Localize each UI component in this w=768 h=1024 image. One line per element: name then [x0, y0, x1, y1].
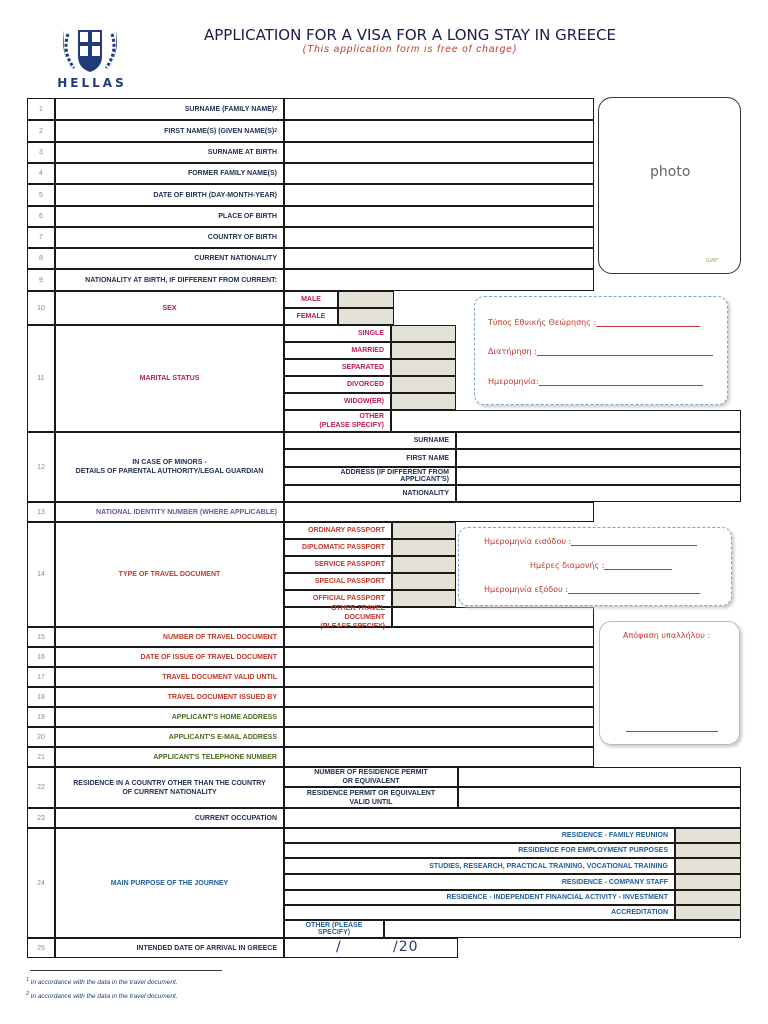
marital-status-label: MARITAL STATUS — [55, 325, 284, 432]
purpose-family-checkbox[interactable] — [675, 828, 741, 843]
row-number: 6 — [27, 206, 55, 227]
purpose-company-checkbox[interactable] — [675, 874, 741, 890]
nationality-at-birth-label: NATIONALITY AT BIRTH, IF DIFFERENT FROM CURRENT: — [55, 269, 284, 291]
residence-permit-valid-label: RESIDENCE PERMIT OR EQUIVALENT VALID UNTIL — [284, 787, 458, 808]
doc-option-diplomatic: DIPLOMATIC PASSPORT — [284, 539, 392, 556]
purpose-option-company: RESIDENCE - COMPANY STAFF — [284, 874, 675, 890]
photo-mark: GVK* — [706, 258, 719, 264]
row-number: 20 — [27, 727, 55, 747]
sex-option-female: FEMALE — [284, 308, 338, 325]
marital-other-field[interactable] — [391, 410, 741, 432]
purpose-other-field[interactable] — [384, 920, 741, 938]
purpose-option-family: RESIDENCE - FAMILY REUNION — [284, 828, 675, 843]
guardian-nationality-field[interactable] — [456, 485, 741, 502]
row-number: 25 — [27, 938, 55, 958]
purpose-studies-checkbox[interactable] — [675, 858, 741, 874]
guardian-address-label: ADDRESS (IF DIFFERENT FROM APPLICANT'S) — [284, 467, 456, 485]
doc-option-ordinary: ORDINARY PASSPORT — [284, 522, 392, 539]
doc-issue-date-label: DATE OF ISSUE OF TRAVEL DOCUMENT — [55, 647, 284, 667]
row-number: 10 — [27, 291, 55, 325]
single-checkbox[interactable] — [391, 325, 456, 342]
photo-label: photo — [650, 164, 691, 180]
row-number: 1 — [27, 98, 55, 120]
guardian-surname-field[interactable] — [456, 432, 741, 449]
logo-text: HELLAS — [57, 76, 127, 90]
marital-option-other: OTHER (PLEASE SPECIFY) — [284, 410, 391, 432]
official-passport-checkbox[interactable] — [392, 590, 456, 607]
row-number: 9 — [27, 269, 55, 291]
residence-permit-number-label: NUMBER OF RESIDENCE PERMIT OR EQUIVALENT — [284, 767, 458, 787]
national-id-label: NATIONAL IDENTITY NUMBER (WHERE APPLICABLE) — [55, 502, 284, 522]
occupation-label: CURRENT OCCUPATION — [55, 808, 284, 828]
place-of-birth-label: PLACE OF BIRTH — [55, 206, 284, 227]
purpose-investment-checkbox[interactable] — [675, 890, 741, 905]
row-number: 22 — [27, 767, 55, 808]
doc-issued-by-field[interactable] — [284, 687, 594, 707]
date-of-birth-field[interactable] — [284, 184, 594, 206]
row-number: 5 — [27, 184, 55, 206]
first-name-field[interactable] — [284, 120, 594, 142]
purpose-option-accreditation: ACCREDITATION — [284, 905, 675, 920]
doc-issued-by-label: TRAVEL DOCUMENT ISSUED BY — [55, 687, 284, 707]
footnote-2: $^2$ In accordance with the data in the travel document. — [26, 991, 178, 1001]
row-number: 2 — [27, 120, 55, 142]
sex-male-checkbox[interactable] — [338, 291, 394, 308]
travel-doc-type-label: TYPE OF TRAVEL DOCUMENT — [55, 522, 284, 627]
visa-type-line: Τύπος Εθνικής Θεώρησης : — [488, 318, 700, 327]
decision-label: Απόφαση υπαλλήλου : — [623, 631, 711, 640]
country-of-birth-field[interactable] — [284, 227, 594, 248]
residence-other-country-label: RESIDENCE IN A COUNTRY OTHER THAN THE COUNTRY OF CURRENT NATIONALITY — [55, 767, 284, 808]
date-separator: / — [336, 939, 342, 955]
date-of-birth-label: DATE OF BIRTH (DAY-MONTH-YEAR) — [55, 184, 284, 206]
guardian-label: IN CASE OF MINORS - DETAILS OF PARENTAL AUTHORITY/LEGAL GUARDIAN — [55, 432, 284, 502]
country-of-birth-label: COUNTRY OF BIRTH — [55, 227, 284, 248]
doc-valid-until-label: TRAVEL DOCUMENT VALID UNTIL — [55, 667, 284, 687]
diplomatic-passport-checkbox[interactable] — [392, 539, 456, 556]
email-field[interactable] — [284, 727, 594, 747]
photo-box — [598, 97, 741, 274]
sex-female-checkbox[interactable] — [338, 308, 394, 325]
purpose-accreditation-checkbox[interactable] — [675, 905, 741, 920]
doc-number-field[interactable] — [284, 627, 594, 647]
decision-signature-line — [626, 731, 718, 732]
exit-date-line: Ημερομηνία εξόδου : — [484, 585, 700, 594]
occupation-field[interactable] — [284, 808, 741, 828]
guardian-first-name-label: FIRST NAME — [284, 449, 456, 467]
row-number: 4 — [27, 163, 55, 184]
place-of-birth-field[interactable] — [284, 206, 594, 227]
service-passport-checkbox[interactable] — [392, 556, 456, 573]
guardian-address-field[interactable] — [456, 467, 741, 485]
doc-option-special: SPECIAL PASSPORT — [284, 573, 392, 590]
row-number: 23 — [27, 808, 55, 828]
row-number: 12 — [27, 432, 55, 502]
date-separator-year: /20 — [393, 939, 419, 955]
row-number: 13 — [27, 502, 55, 522]
row-number: 21 — [27, 747, 55, 767]
guardian-nationality-label: NATIONALITY — [284, 485, 456, 502]
sex-option-male: MALE — [284, 291, 338, 308]
arrival-date-label: INTENDED DATE OF ARRIVAL IN GREECE — [55, 938, 284, 958]
purpose-option-investment: RESIDENCE - INDEPENDENT FINANCIAL ACTIVITY - INVESTMENT — [284, 890, 675, 905]
row-number: 17 — [27, 667, 55, 687]
telephone-label: APPLICANT'S TELEPHONE NUMBER — [55, 747, 284, 767]
row-number: 15 — [27, 627, 55, 647]
row-number: 18 — [27, 687, 55, 707]
marital-option-married: MARRIED — [284, 342, 391, 359]
journey-purpose-label: MAIN PURPOSE OF THE JOURNEY — [55, 828, 284, 938]
purpose-option-employment: RESIDENCE FOR EMPLOYMENT PURPOSES — [284, 843, 675, 858]
surname-at-birth-field[interactable] — [284, 142, 594, 163]
stay-days-line: Ημέρες διαμονής : — [530, 561, 672, 570]
surname-label: SURNAME (FAMILY NAME) 2 — [55, 98, 284, 120]
former-family-name-field[interactable] — [284, 163, 594, 184]
first-name-label: FIRST NAME(S) (GIVEN NAME(S) 2 — [55, 120, 284, 142]
home-address-field[interactable] — [284, 707, 594, 727]
doc-other-field[interactable] — [392, 607, 594, 627]
email-label: APPLICANT'S E-MAIL ADDRESS — [55, 727, 284, 747]
married-checkbox[interactable] — [391, 342, 456, 359]
row-number: 3 — [27, 142, 55, 163]
footnote-divider — [30, 970, 222, 971]
home-address-label: APPLICANT'S HOME ADDRESS — [55, 707, 284, 727]
marital-option-single: SINGLE — [284, 325, 391, 342]
current-nationality-field[interactable] — [284, 248, 594, 269]
row-number: 7 — [27, 227, 55, 248]
separated-checkbox[interactable] — [391, 359, 456, 376]
footnote-1: $^1$ In accordance with the data in the travel document. — [26, 977, 178, 987]
telephone-field[interactable] — [284, 747, 594, 767]
page-title: APPLICATION FOR A VISA FOR A LONG STAY IN GREECE — [203, 26, 617, 44]
special-passport-checkbox[interactable] — [392, 573, 456, 590]
former-family-name-label: FORMER FAMILY NAME(S) — [55, 163, 284, 184]
current-nationality-label: CURRENT NATIONALITY — [55, 248, 284, 269]
doc-option-other: OTHER TRAVEL DOCUMENT (PLEASE SPECIFY) — [284, 607, 392, 627]
ordinary-passport-checkbox[interactable] — [392, 522, 456, 539]
residence-permit-number-field[interactable] — [458, 767, 741, 787]
residence-permit-valid-field[interactable] — [458, 787, 741, 808]
row-number: 8 — [27, 248, 55, 269]
page-subtitle: (This application form is free of charge) — [302, 44, 518, 55]
marital-option-separated: SEPARATED — [284, 359, 391, 376]
surname-field[interactable] — [284, 98, 594, 120]
sex-label: SEX — [55, 291, 284, 325]
widow-checkbox[interactable] — [391, 393, 456, 410]
purpose-option-studies: STUDIES, RESEARCH, PRACTICAL TRAINING, VOCATIONAL TRAINING — [284, 858, 675, 874]
entry-date-line: Ημερομηνία εισόδου : — [484, 537, 697, 546]
divorced-checkbox[interactable] — [391, 376, 456, 393]
row-number: 19 — [27, 707, 55, 727]
guardian-surname-label: SURNAME — [284, 432, 456, 449]
row-number: 24 — [27, 828, 55, 938]
purpose-employment-checkbox[interactable] — [675, 843, 741, 858]
doc-option-official: OFFICIAL PASSPORT — [284, 590, 392, 607]
marital-option-widow: WIDOW(ER) — [284, 393, 391, 410]
surname-at-birth-label: SURNAME AT BIRTH — [55, 142, 284, 163]
doc-issue-date-field[interactable] — [284, 647, 594, 667]
nationality-at-birth-field[interactable] — [284, 269, 594, 291]
arrival-date-field[interactable] — [284, 938, 458, 958]
date-line: Ημερομηνία: — [488, 377, 703, 386]
doc-number-label: NUMBER OF TRAVEL DOCUMENT — [55, 627, 284, 647]
purpose-option-other: OTHER (PLEASE SPECIFY) — [284, 920, 384, 938]
row-number: 14 — [27, 522, 55, 627]
row-number: 11 — [27, 325, 55, 432]
national-id-field[interactable] — [284, 502, 594, 522]
marital-option-divorced: DIVORCED — [284, 376, 391, 393]
duration-line: Διατήρηση : — [488, 347, 713, 356]
doc-option-service: SERVICE PASSPORT — [284, 556, 392, 573]
row-number: 16 — [27, 647, 55, 667]
guardian-first-name-field[interactable] — [456, 449, 741, 467]
doc-valid-until-field[interactable] — [284, 667, 594, 687]
